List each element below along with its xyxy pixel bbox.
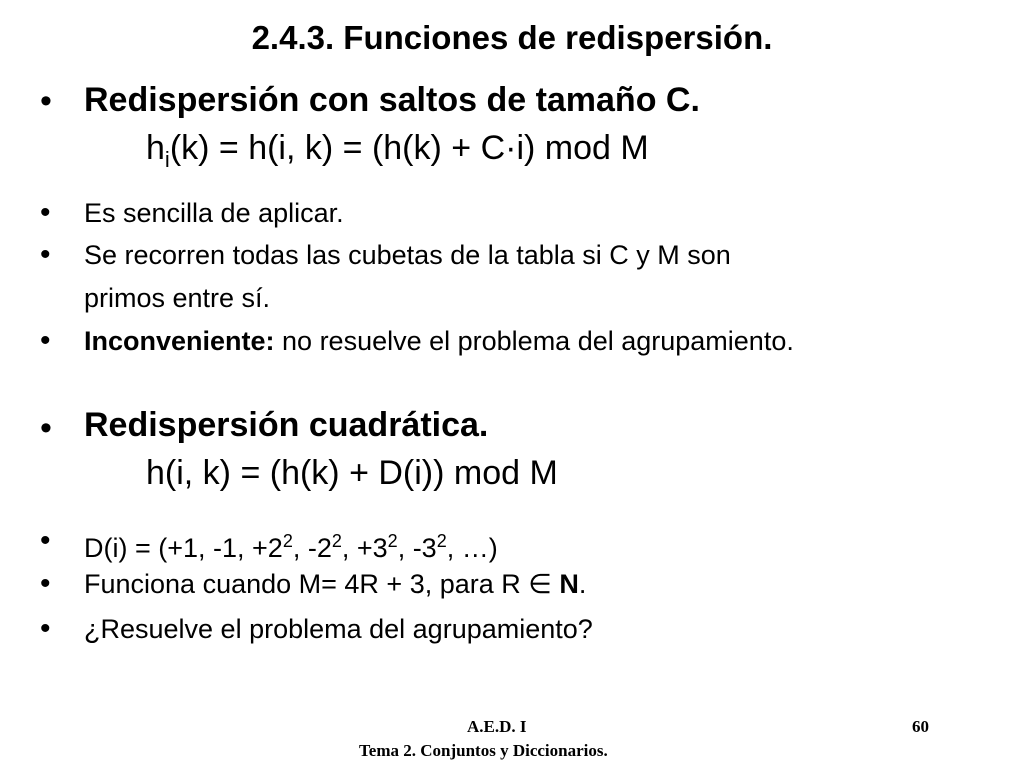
slide-title: 2.4.3. Funciones de redispersión. bbox=[251, 19, 773, 56]
bullet: • bbox=[40, 324, 51, 357]
bullet: • bbox=[40, 238, 51, 271]
list-item: Funciona cuando M= 4R + 3, para R ∈ N. bbox=[84, 569, 587, 599]
list-item: ¿Resuelve el problema del agrupamiento? bbox=[84, 614, 593, 644]
bullet: • bbox=[40, 567, 51, 600]
footer-topic: Tema 2. Conjuntos y Diccionarios. bbox=[359, 741, 608, 760]
formula-quadratic: h(i, k) = (h(k) + D(i)) mod M bbox=[146, 454, 558, 492]
bullet: • bbox=[40, 612, 51, 645]
list-item-continuation: primos entre sí. bbox=[84, 283, 271, 313]
formula-rest: (k) = h(i, k) = (h(k) + C·i) mod M bbox=[169, 129, 649, 167]
item-bold-label: Inconveniente: bbox=[84, 326, 275, 356]
item-text: no resuelve el problema del agrupamiento. bbox=[274, 326, 794, 356]
page-number: 60 bbox=[912, 717, 929, 736]
formula-linear bbox=[146, 128, 649, 180]
section-heading-linear: Redispersión con saltos de tamaño C. bbox=[84, 81, 700, 119]
naturals-symbol: N bbox=[559, 569, 579, 599]
bullet: • bbox=[40, 409, 52, 447]
list-item bbox=[84, 324, 794, 358]
bullet: • bbox=[40, 524, 51, 557]
list-item: Se recorren todas las cubetas de la tabla si C y M son bbox=[84, 240, 731, 270]
bullet: • bbox=[40, 196, 51, 229]
footer-course: A.E.D. I bbox=[467, 717, 527, 736]
section-heading-quadratic: Redispersión cuadrática. bbox=[84, 406, 489, 444]
formula-subscript: i bbox=[164, 146, 170, 172]
formula-h: h bbox=[146, 129, 165, 167]
bullet: • bbox=[40, 82, 52, 120]
list-item: D(i) = (+1, -1, $+2^2$, $-2^2$, $+3^2$, $-3^2$, …) bbox=[84, 531, 498, 563]
element-of-symbol: ∈ bbox=[528, 569, 552, 599]
list-item: Es sencilla de aplicar. bbox=[84, 198, 344, 228]
